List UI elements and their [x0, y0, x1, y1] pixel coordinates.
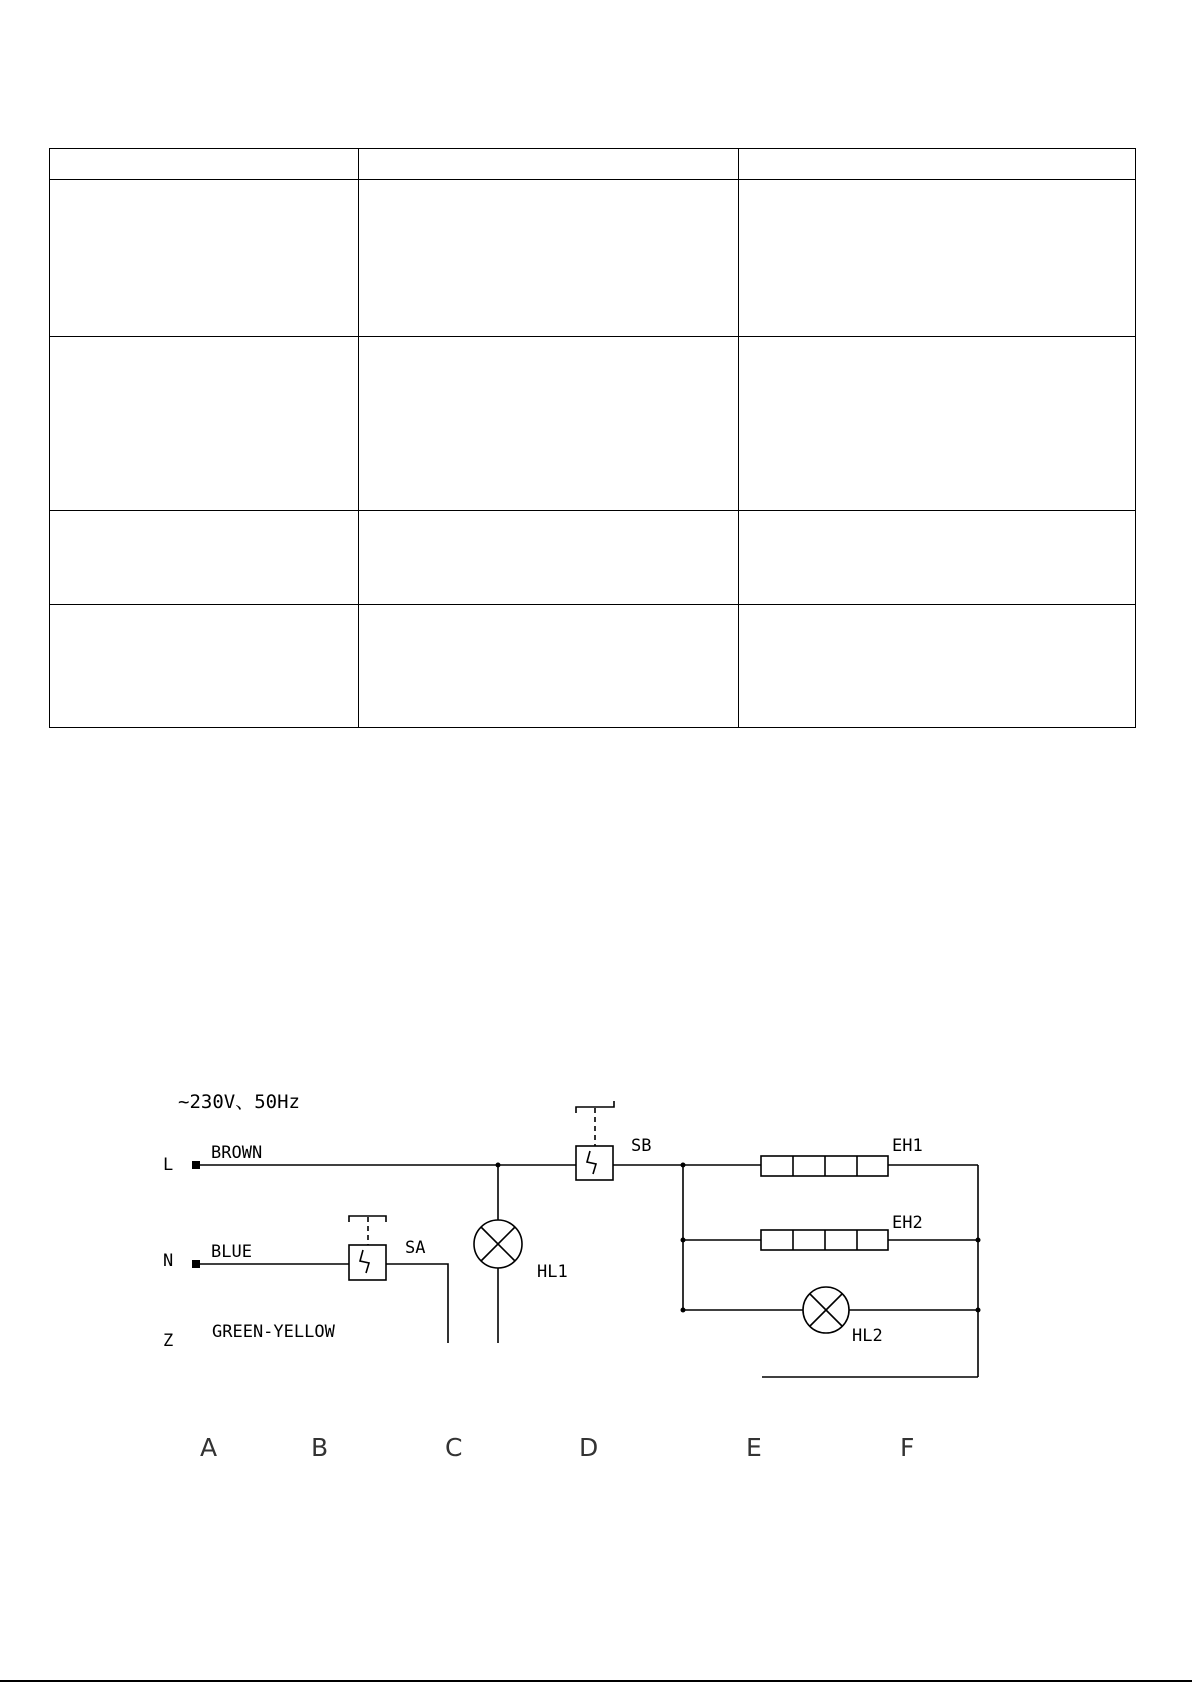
terminal-e-label: Z [163, 1331, 174, 1351]
table-cell [359, 180, 739, 337]
table-row [50, 180, 1136, 337]
column-label-b: B [311, 1433, 329, 1460]
column-label-f: F [900, 1433, 915, 1460]
wire-brown-label: BROWN [211, 1143, 263, 1163]
terminal-n-label: N [163, 1251, 174, 1271]
sa-label: SA [405, 1238, 426, 1258]
terminal-l-dot [192, 1161, 200, 1169]
wire-blue-label: BLUE [211, 1242, 252, 1262]
empty-table [49, 148, 1136, 728]
table-cell [50, 180, 359, 337]
supply-label: ~230V、50Hz [178, 1091, 300, 1113]
hl1-lamp-icon [474, 1220, 522, 1268]
table-cell [50, 337, 359, 511]
wire-green-yellow-label: GREEN-YELLOW [212, 1322, 335, 1342]
wiring-diagram [0, 1080, 1192, 1460]
column-label-c: C [445, 1433, 463, 1460]
table-cell [359, 337, 739, 511]
junction-dot [976, 1238, 981, 1243]
hl2-label: HL2 [852, 1326, 883, 1346]
wire [386, 1264, 448, 1343]
page-bottom-rule [0, 1680, 1192, 1682]
table-cell [739, 180, 1136, 337]
column-label-a: A [200, 1433, 218, 1460]
column-label-d: D [579, 1433, 599, 1460]
table-row [50, 605, 1136, 728]
table-cell [739, 511, 1136, 605]
table-cell [359, 605, 739, 728]
table-cell [739, 337, 1136, 511]
table-cell [739, 149, 1136, 180]
table-cell [359, 511, 739, 605]
table-row [50, 337, 1136, 511]
junction-dot [976, 1308, 981, 1313]
terminal-n-dot [192, 1260, 200, 1268]
sb-switch-icon [576, 1101, 614, 1180]
table-cell [50, 149, 359, 180]
eh1-heater-icon [761, 1156, 888, 1176]
sb-label: SB [631, 1136, 652, 1156]
terminal-l-label: L [163, 1155, 174, 1175]
table-row [50, 511, 1136, 605]
table-cell [50, 511, 359, 605]
table-row [50, 149, 1136, 180]
column-label-e: E [746, 1433, 762, 1460]
eh1-label: EH1 [892, 1136, 923, 1156]
hl1-label: HL1 [537, 1262, 568, 1282]
hl2-lamp-icon [803, 1287, 849, 1333]
table-cell [739, 605, 1136, 728]
eh2-label: EH2 [892, 1213, 923, 1233]
eh2-heater-icon [761, 1230, 888, 1250]
sa-switch-icon [349, 1216, 386, 1280]
table-cell [50, 605, 359, 728]
table-cell [359, 149, 739, 180]
